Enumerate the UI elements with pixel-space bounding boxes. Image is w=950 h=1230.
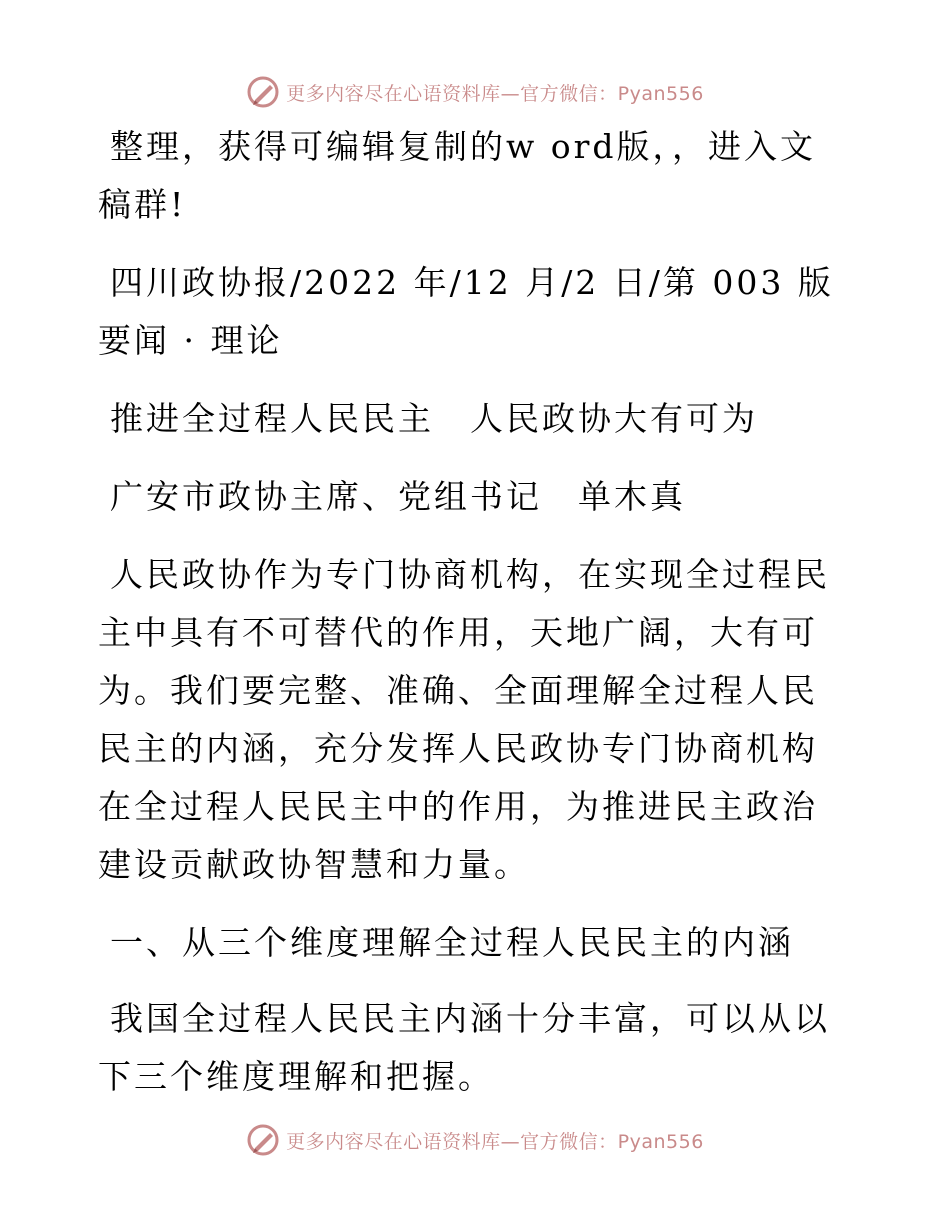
watermark-footer (0, 1118, 950, 1162)
pen-logo-icon (246, 75, 280, 109)
source-line: 四川政协报/2022 年/12 月/2 日/第 003 版要闻 · 理论 (98, 263, 834, 360)
article-title: 推进全过程人民民主 人民政协大有可为 (110, 399, 758, 438)
intro-note: 整理，获得可编辑复制的w ord版，，进入文稿群! (98, 127, 817, 224)
watermark-text: 更多内容尽在心语资料库—官方微信：Pyan556 (286, 82, 704, 105)
body-paragraph: 我国全过程人民民主内涵十分丰富，可以从以下三个维度理解和把握。 (98, 999, 830, 1096)
author-line: 广安市政协主席、党组书记 单木真 (110, 477, 686, 516)
pen-logo-icon (246, 1123, 280, 1157)
document-body (98, 118, 850, 1106)
section-heading: 一、从三个维度理解全过程人民民主的内涵 (110, 923, 794, 962)
watermark-text: 更多内容尽在心语资料库—官方微信：Pyan556 (286, 1130, 704, 1153)
watermark-header (0, 70, 950, 114)
body-paragraph: 人民政协作为专门协商机构，在实现全过程民主中具有不可替代的作用，天地广阔，大有可为。我们要完整、准确、全面理解全过程人民民主的内涵，充分发挥人民政协专门协商机构在全过程人民民主中的作用，为推进民主政治建设贡献政协智慧和力量。 (98, 555, 830, 884)
